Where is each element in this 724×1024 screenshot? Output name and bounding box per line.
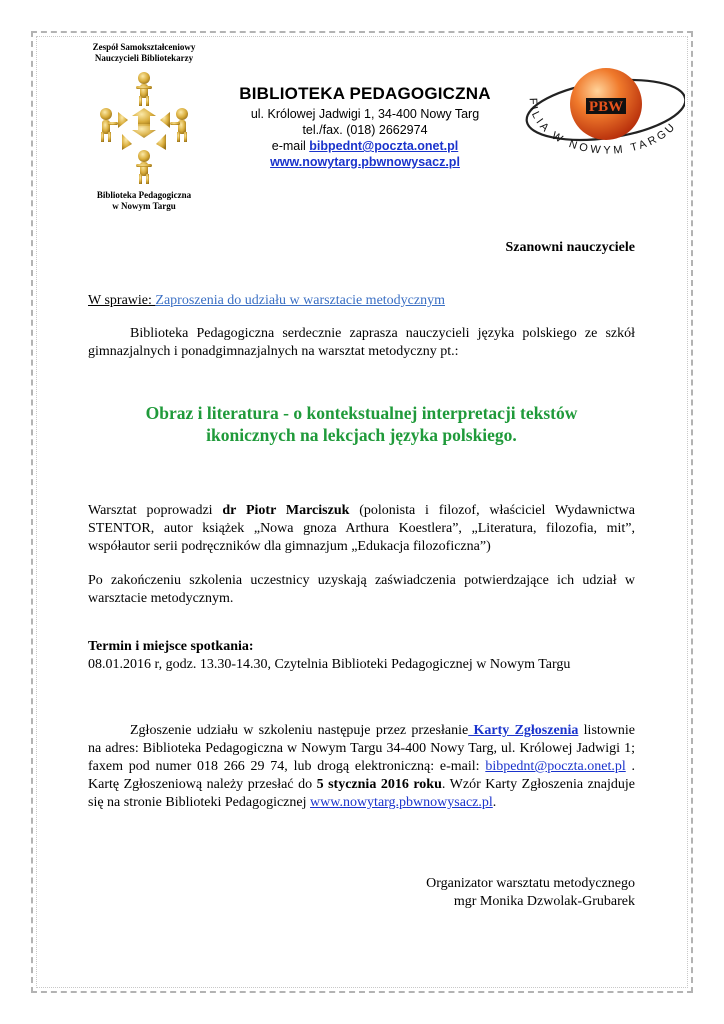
signature-line-1: Organizator warsztatu metodycznego [426, 876, 635, 891]
leader-prefix: Warsztat poprowadzi [88, 503, 223, 518]
teamwork-figures-icon [92, 68, 196, 188]
pbw-logo [500, 58, 685, 198]
meeting-block [88, 638, 648, 674]
leader-name: dr Piotr Marciszuk [222, 503, 350, 518]
library-email-line [230, 138, 500, 154]
header-email-link[interactable]: bibpednt@poczta.onet.pl [309, 139, 459, 153]
logo-left-bottom-caption-1: Biblioteka Pedagogiczna [96, 190, 192, 200]
registration-text-4: . Wzór Karty Zgłoszenia znajduje się na stronie Biblioteki Pedagogicznej [88, 777, 636, 810]
workshop-title-line-2: ikonicznych na lekcjach języka polskiego. [206, 425, 517, 445]
registration-text-1: Zgłoszenie udziału w szkoleniu następuje przez przesłanie [130, 723, 469, 738]
leader-description: (polonista i filozof, właściciel Wydawnictwa STENTOR, autor książek „Nowa gnoza Arthura Koestlera”, „Literatura, filozofia, mit”, współautor serii podręczników dla gimnazjum „Edukacja filozoficzna”) [88, 503, 636, 554]
library-website-line [230, 154, 500, 170]
registration-paragraph [88, 722, 635, 812]
registration-email-link[interactable]: bibpednt@poczta.onet.pl [485, 759, 626, 774]
workshop-title-line-1: Obraz i literatura - o kontekstualnej interpretacji tekstów [145, 403, 578, 423]
logo-left-top-caption-1: Zespół Samokształceniowy [92, 42, 196, 52]
certificate-paragraph: Po zakończeniu szkolenia uczestnicy uzyskają zaświadczenia potwierdzające ich udział w warsztacie metodycznym. [88, 573, 635, 606]
registration-website-link[interactable]: www.nowytarg.pbwnowysacz.pl [310, 795, 493, 810]
email-prefix: e-mail [271, 139, 310, 153]
registration-text-2: listownie na adres: Biblioteka Pedagogiczna w Nowym Targu 34-400 Nowy Targ, ul. Królowej Jadwigi 1; faxem pod numer 018 266 29 74, lub drogą elektroniczną: e-mail: [88, 723, 636, 774]
subject-text: Zaproszenia do udziału w warsztacie metodycznym [155, 293, 445, 308]
library-address: ul. Królowej Jadwigi 1, 34-400 Nowy Targ [250, 107, 480, 121]
zsnb-logo [78, 42, 210, 224]
signature-line-2: mgr Monika Dzwolak-Grubarek [453, 894, 635, 909]
intro-paragraph: Biblioteka Pedagogiczna serdecznie zaprasza nauczycieli języka polskiego ze szkół gimnazjalnych i ponadgimnazjalnych na warsztat metodyczny pt.: [88, 326, 635, 359]
registration-text-3: . Kartę Zgłoszeniową należy przesłać do [88, 759, 636, 792]
signature-block [80, 875, 635, 911]
workshop-title [88, 402, 635, 446]
library-phone: tel./fax. (018) 2662974 [302, 123, 428, 137]
registration-form-link[interactable]: Karty Zgłoszenia [468, 723, 579, 738]
registration-text-5: . [492, 795, 497, 810]
subject-prefix: W sprawie: [88, 293, 156, 308]
letterhead [230, 84, 500, 170]
library-name: BIBLIOTEKA PEDAGOGICZNA [239, 84, 491, 103]
meeting-heading: Termin i miejsce spotkania: [88, 639, 254, 654]
pbw-arc-text: FILIA W NOWYM TARGU [526, 97, 680, 157]
meeting-details: 08.01.2016 r, godz. 13.30-14.30, Czytelnia Biblioteki Pedagogicznej w Nowym Targu [88, 657, 571, 672]
logo-left-top-caption-2: Nauczycieli Bibliotekarzy [94, 53, 194, 63]
pbw-badge: PBW [588, 99, 624, 115]
logo-left-bottom-caption-2: w Nowym Targu [112, 201, 176, 211]
pbw-planet-icon [500, 58, 685, 198]
salutation: Szanowni nauczyciele [505, 240, 635, 255]
leader-paragraph [88, 502, 635, 556]
registration-deadline: 5 stycznia 2016 roku [316, 777, 442, 792]
header-website-link[interactable]: www.nowytarg.pbwnowysacz.pl [270, 155, 460, 169]
subject-line [88, 292, 635, 310]
